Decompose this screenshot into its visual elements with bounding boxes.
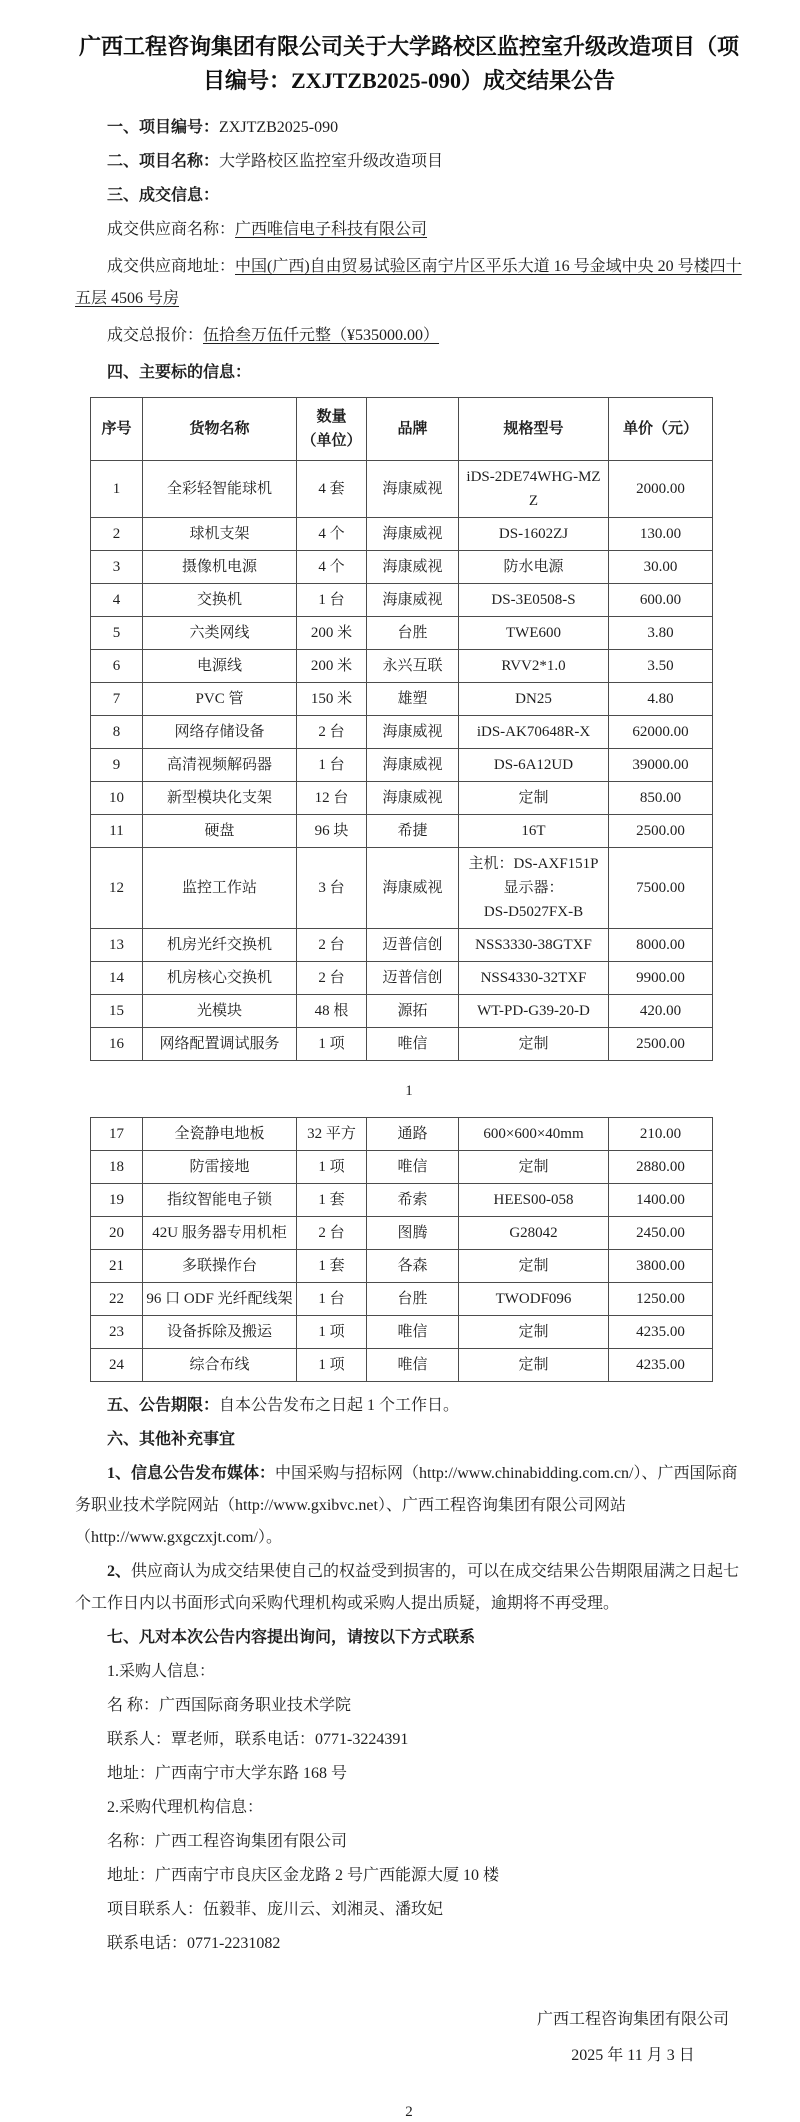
table-cell: 6	[91, 650, 143, 683]
agent-address-line: 地址：广西南宁市良庆区金龙路 2 号广西能源大厦 10 楼	[107, 1867, 500, 1884]
table-cell: 10	[91, 782, 143, 815]
notice-period-line	[75, 1390, 743, 1422]
table-cell: 13	[91, 929, 143, 962]
table-row	[91, 1316, 713, 1349]
supplier-name-line	[75, 214, 743, 246]
objection-text: 供应商认为成交结果使自己的权益受到损害的，可以在成交结果公告期限届满之日起七个工作日内以书面形式向采购代理机构或采购人提出质疑，逾期将不再受理。	[75, 1563, 740, 1612]
table-cell: 唯信	[367, 1316, 459, 1349]
table-cell: 7500.00	[609, 848, 713, 929]
table-cell: 3.80	[609, 617, 713, 650]
table-cell: 96 块	[297, 815, 367, 848]
table-cell: PVC 管	[143, 683, 297, 716]
table-cell: 1250.00	[609, 1283, 713, 1316]
table-cell: 海康威视	[367, 518, 459, 551]
table-cell: 2	[91, 518, 143, 551]
project-contacts-line: 项目联系人：伍毅菲、庞川云、刘湘灵、潘玫妃	[107, 1901, 444, 1918]
main-items-heading: 四、主要标的信息：	[107, 364, 252, 381]
table-cell: 17	[91, 1118, 143, 1151]
table-cell: 光模块	[143, 995, 297, 1028]
table-cell: 定制	[459, 782, 609, 815]
table-cell: 全彩轻智能球机	[143, 461, 297, 518]
table-cell: 200 米	[297, 650, 367, 683]
contact-phone-line: 联系电话：0771-2231082	[107, 1935, 281, 1952]
table-cell: 96 口 ODF 光纤配线架	[143, 1283, 297, 1316]
table-cell: 雄塑	[367, 683, 459, 716]
items-table-page1	[90, 397, 713, 1061]
table-cell: 网络配置调试服务	[143, 1028, 297, 1061]
table-row	[91, 1118, 713, 1151]
table-row	[91, 617, 713, 650]
table-cell: 420.00	[609, 995, 713, 1028]
table-cell: 12 台	[297, 782, 367, 815]
table-cell: 15	[91, 995, 143, 1028]
page-number-2: 2	[405, 2104, 413, 2120]
table-row	[91, 461, 713, 518]
table-row	[91, 848, 713, 929]
column-header: 数量 （单位）	[297, 398, 367, 461]
table-row	[91, 1151, 713, 1184]
buyer-heading: 1.采购人信息：	[107, 1663, 216, 1680]
table-cell: 综合布线	[143, 1349, 297, 1382]
table-cell: RVV2*1.0	[459, 650, 609, 683]
table-cell: 18	[91, 1151, 143, 1184]
table-cell: 2450.00	[609, 1217, 713, 1250]
media-paragraph	[75, 1458, 743, 1554]
table-cell: 19	[91, 1184, 143, 1217]
supplier-address-label: 成交供应商地址：	[107, 258, 236, 275]
table-cell: 迈普信创	[367, 929, 459, 962]
project-name-label: 二、项目名称：	[107, 153, 220, 170]
table-cell: 9	[91, 749, 143, 782]
table-cell: 5	[91, 617, 143, 650]
table-cell: TWE600	[459, 617, 609, 650]
table-cell: 迈普信创	[367, 962, 459, 995]
project-name-value: 大学路校区监控室升级改造项目	[219, 153, 444, 170]
table-cell: 2 台	[297, 1217, 367, 1250]
column-header: 货物名称	[143, 398, 297, 461]
media-text: 中国采购与招标网（http://www.chinabidding.com.cn/）、广西国际商务职业技术学院网站（http://www.gxibvc.net）、广西工程咨询集团有限公司网站（http://www.gxgczxjt.com/）。	[75, 1465, 738, 1546]
table-cell: 4235.00	[609, 1349, 713, 1382]
table-cell: 主机：DS-AXF151P 显示器： DS-D5027FX-B	[459, 848, 609, 929]
table-row	[91, 929, 713, 962]
table-cell: 150 米	[297, 683, 367, 716]
column-header: 品牌	[367, 398, 459, 461]
table-row	[91, 815, 713, 848]
buyer-address-line: 地址：广西南宁市大学东路 168 号	[107, 1765, 348, 1782]
table-cell: 12	[91, 848, 143, 929]
table-row	[91, 962, 713, 995]
table-cell: 16T	[459, 815, 609, 848]
deal-info-heading: 三、成交信息：	[107, 187, 220, 204]
table-cell: 4 个	[297, 518, 367, 551]
table-cell: 600×600×40mm	[459, 1118, 609, 1151]
table-row	[91, 1028, 713, 1061]
table-cell: 海康威视	[367, 584, 459, 617]
table-cell: 22	[91, 1283, 143, 1316]
table-row	[91, 650, 713, 683]
table-row	[91, 551, 713, 584]
table-cell: 源拓	[367, 995, 459, 1028]
notice-period-text: 自本公告发布之日起 1 个工作日。	[219, 1397, 460, 1414]
table-cell: NSS3330-38GTXF	[459, 929, 609, 962]
table-cell: 台胜	[367, 617, 459, 650]
table-row	[91, 1283, 713, 1316]
table-cell: 850.00	[609, 782, 713, 815]
supplier-name-value: 广西唯信电子科技有限公司	[235, 221, 428, 238]
table-cell: DS-1602ZJ	[459, 518, 609, 551]
other-matters-heading: 六、其他补充事宜	[107, 1431, 236, 1448]
table-row	[91, 995, 713, 1028]
table-cell: 1400.00	[609, 1184, 713, 1217]
signature-company: 广西工程咨询集团有限公司	[536, 2011, 729, 2028]
table-cell: 海康威视	[367, 749, 459, 782]
project-name-line	[75, 146, 743, 178]
table-cell: 1 套	[297, 1250, 367, 1283]
table-cell: 1 项	[297, 1151, 367, 1184]
table-cell: 24	[91, 1349, 143, 1382]
table-cell: 高清视频解码器	[143, 749, 297, 782]
table-cell: 21	[91, 1250, 143, 1283]
table-row	[91, 1250, 713, 1283]
table-cell: 3 台	[297, 848, 367, 929]
signature-date: 2025 年 11 月 3 日	[571, 2047, 695, 2064]
project-number-value: ZXJTZB2025-090	[219, 119, 339, 136]
table-cell: 8000.00	[609, 929, 713, 962]
table-cell: 唯信	[367, 1028, 459, 1061]
table-cell: 4	[91, 584, 143, 617]
objection-paragraph	[75, 1556, 743, 1620]
table-cell: 机房光纤交换机	[143, 929, 297, 962]
table-header-row	[91, 398, 713, 461]
table-cell: 11	[91, 815, 143, 848]
table-row	[91, 584, 713, 617]
table-cell: 1	[91, 461, 143, 518]
table-cell: 3	[91, 551, 143, 584]
supplier-address-line	[75, 251, 743, 315]
table-cell: 监控工作站	[143, 848, 297, 929]
table-cell: 4 套	[297, 461, 367, 518]
table-cell: DS-6A12UD	[459, 749, 609, 782]
table-cell: 210.00	[609, 1118, 713, 1151]
table-cell: 唯信	[367, 1349, 459, 1382]
document-title: 广西工程咨询集团有限公司关于大学路校区监控室升级改造项目（项目编号：ZXJTZB2025-090）成交结果公告	[78, 34, 739, 93]
table-row	[91, 683, 713, 716]
page-number-1: 1	[405, 1083, 413, 1099]
table-cell: 48 根	[297, 995, 367, 1028]
table-cell: 永兴互联	[367, 650, 459, 683]
table-cell: TWODF096	[459, 1283, 609, 1316]
table-cell: 2000.00	[609, 461, 713, 518]
table-cell: 2500.00	[609, 1028, 713, 1061]
table-cell: 200 米	[297, 617, 367, 650]
table-cell: 2500.00	[609, 815, 713, 848]
contact-heading: 七、凡对本次公告内容提出询问，请按以下方式联系	[107, 1629, 476, 1646]
table-cell: 硬盘	[143, 815, 297, 848]
supplier-address-value: 中国(广西)自由贸易试验区南宁片区平乐大道 16 号金域中央 20 号楼四十五层 4506 号房	[75, 258, 742, 307]
table-cell: 8	[91, 716, 143, 749]
table-row	[91, 782, 713, 815]
table-cell: 海康威视	[367, 782, 459, 815]
table-cell: 9900.00	[609, 962, 713, 995]
table-cell: 2 台	[297, 962, 367, 995]
project-number-label: 一、项目编号：	[107, 119, 220, 136]
table-cell: 3.50	[609, 650, 713, 683]
project-number-line	[75, 112, 743, 144]
table-cell: 1 项	[297, 1028, 367, 1061]
table-row	[91, 518, 713, 551]
table-cell: 20	[91, 1217, 143, 1250]
table-cell: 通路	[367, 1118, 459, 1151]
table-cell: 23	[91, 1316, 143, 1349]
table-cell: 定制	[459, 1028, 609, 1061]
table-cell: 六类网线	[143, 617, 297, 650]
table-cell: 14	[91, 962, 143, 995]
table-cell: DN25	[459, 683, 609, 716]
table-cell: 图腾	[367, 1217, 459, 1250]
table-cell: 网络存储设备	[143, 716, 297, 749]
table-cell: 1 项	[297, 1316, 367, 1349]
table-cell: 62000.00	[609, 716, 713, 749]
table-cell: 希捷	[367, 815, 459, 848]
table-cell: 3800.00	[609, 1250, 713, 1283]
objection-label: 2、	[107, 1563, 132, 1580]
table-row	[91, 1184, 713, 1217]
total-price-label: 成交总报价：	[107, 327, 204, 344]
table-cell: 海康威视	[367, 848, 459, 929]
total-price-line	[75, 320, 743, 352]
table-cell: 指纹智能电子锁	[143, 1184, 297, 1217]
table-cell: 1 套	[297, 1184, 367, 1217]
table-cell: 定制	[459, 1250, 609, 1283]
buyer-contact-line: 联系人：覃老师，联系电话：0771-3224391	[107, 1731, 409, 1748]
table-cell: 海康威视	[367, 551, 459, 584]
table-cell: 电源线	[143, 650, 297, 683]
table-row	[91, 749, 713, 782]
table-cell: NSS4330-32TXF	[459, 962, 609, 995]
agent-heading: 2.采购代理机构信息：	[107, 1799, 264, 1816]
table-cell: 32 平方	[297, 1118, 367, 1151]
table-cell: 多联操作台	[143, 1250, 297, 1283]
table-cell: iDS-2DE74WHG-MZZ	[459, 461, 609, 518]
table-cell: 唯信	[367, 1151, 459, 1184]
table-cell: 2 台	[297, 929, 367, 962]
table-cell: 2 台	[297, 716, 367, 749]
table-cell: DS-3E0508-S	[459, 584, 609, 617]
table-cell: G28042	[459, 1217, 609, 1250]
table-cell: 防水电源	[459, 551, 609, 584]
table-cell: 7	[91, 683, 143, 716]
table-cell: 海康威视	[367, 716, 459, 749]
table-cell: 1 项	[297, 1349, 367, 1382]
table-cell: 摄像机电源	[143, 551, 297, 584]
table-cell: 设备拆除及搬运	[143, 1316, 297, 1349]
notice-period-label: 五、公告期限：	[107, 1397, 220, 1414]
table-cell: 定制	[459, 1349, 609, 1382]
table-cell: 42U 服务器专用机柜	[143, 1217, 297, 1250]
table-cell: 台胜	[367, 1283, 459, 1316]
buyer-name-line: 名 称：广西国际商务职业技术学院	[107, 1697, 352, 1714]
column-header: 单价（元）	[609, 398, 713, 461]
table-cell: 30.00	[609, 551, 713, 584]
table-cell: iDS-AK70648R-X	[459, 716, 609, 749]
table-cell: 1 台	[297, 584, 367, 617]
table-cell: 防雷接地	[143, 1151, 297, 1184]
table-cell: 定制	[459, 1151, 609, 1184]
table-cell: 全瓷静电地板	[143, 1118, 297, 1151]
table-cell: 海康威视	[367, 461, 459, 518]
table-cell: 新型模块化支架	[143, 782, 297, 815]
agent-name-line: 名称：广西工程咨询集团有限公司	[107, 1833, 348, 1850]
table-cell: 16	[91, 1028, 143, 1061]
column-header: 序号	[91, 398, 143, 461]
signature-block	[75, 2002, 743, 2074]
table-cell: 交换机	[143, 584, 297, 617]
table-cell: 各森	[367, 1250, 459, 1283]
table-row	[91, 716, 713, 749]
table-cell: 39000.00	[609, 749, 713, 782]
table-row	[91, 1349, 713, 1382]
table-row	[91, 1217, 713, 1250]
table-cell: 130.00	[609, 518, 713, 551]
table-cell: 2880.00	[609, 1151, 713, 1184]
table-cell: 4235.00	[609, 1316, 713, 1349]
table-cell: WT-PD-G39-20-D	[459, 995, 609, 1028]
table-cell: 4.80	[609, 683, 713, 716]
total-price-value: 伍拾叁万伍仟元整（¥535000.00）	[203, 327, 440, 344]
media-label: 1、信息公告发布媒体：	[107, 1465, 276, 1482]
table-cell: 600.00	[609, 584, 713, 617]
table-cell: 定制	[459, 1316, 609, 1349]
table-cell: 1 台	[297, 1283, 367, 1316]
table-cell: HEES00-058	[459, 1184, 609, 1217]
column-header: 规格型号	[459, 398, 609, 461]
supplier-name-label: 成交供应商名称：	[107, 221, 236, 238]
items-table-page2	[90, 1117, 713, 1382]
table-cell: 希索	[367, 1184, 459, 1217]
table-cell: 机房核心交换机	[143, 962, 297, 995]
table-cell: 4 个	[297, 551, 367, 584]
table-cell: 1 台	[297, 749, 367, 782]
table-cell: 球机支架	[143, 518, 297, 551]
